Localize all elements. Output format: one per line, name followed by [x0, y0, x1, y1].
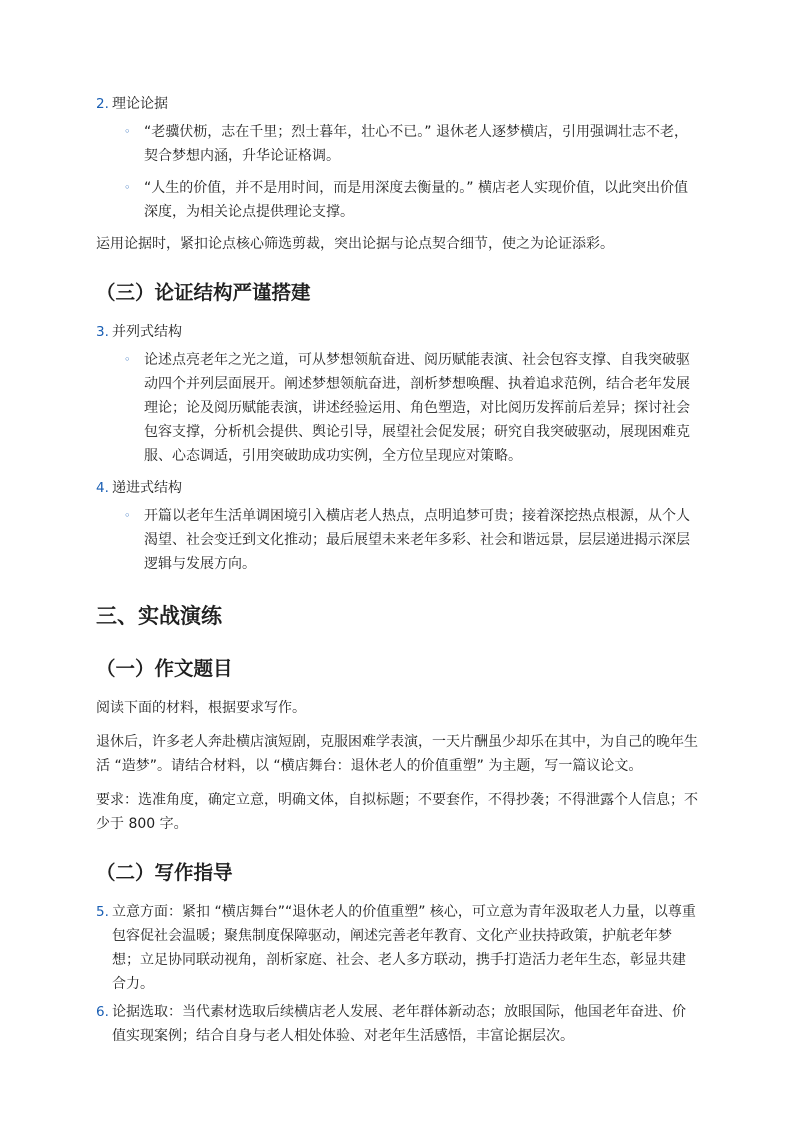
document-page	[96, 92, 698, 1052]
list-number: 5.	[96, 904, 109, 920]
bullet-item	[96, 504, 698, 576]
bullet-circle-icon: ◦	[124, 181, 131, 194]
bullet-item	[96, 348, 698, 468]
bullet-circle-icon: ◦	[124, 125, 131, 138]
list-item-label: 递进式结构	[112, 480, 182, 496]
bullet-item	[96, 176, 698, 224]
paragraph: 退休后，许多老人奔赴横店演短剧，克服困难学表演，一天片酬虽少却乐在其中，为自己的晚年生活 “造梦”。请结合材料，以 “横店舞台：退休老人的价值重塑” 为主题，写一篇议论文。	[96, 734, 698, 774]
list-number: 3.	[96, 324, 109, 340]
list-item-label: 并列式结构	[112, 324, 182, 340]
list-item-text: 立意方面：紧扣 “横店舞台”“退休老人的价值重塑” 核心，可立意为青年汲取老人力量，以尊重包容促社会温暖；聚焦制度保障驱动，阐述完善老年教育、文化产业扶持政策，护航老年梦想；立足协同联动视角，剖析家庭、社会、老人多方联动，携手打造活力老年生态，彰显共建合力。	[112, 904, 696, 992]
section-heading: （二）写作指导	[96, 861, 233, 884]
list-number: 6.	[96, 1004, 109, 1020]
list-item-parallel-structure	[96, 320, 698, 344]
list-item-theory-evidence	[96, 92, 698, 116]
bullet-circle-icon: ◦	[124, 509, 131, 522]
list-item-progressive-structure	[96, 476, 698, 500]
bullet-text: 论述点亮老年之光之道，可从梦想领航奋进、阅历赋能表演、社会包容支撑、自我突破驱动四个并列层面展开。阐述梦想领航奋进，剖析梦想唤醒、执着追求范例，结合老年发展理论；论及阅历赋能表演，讲述经验运用、角色塑造，对比阅历发挥前后差异；探讨社会包容支撑，分析机会提供、舆论引导，展望社会促发展；研究自我突破驱动，展现困难克服、心态调适，引用突破助成功实例，全方位呈现应对策略。	[144, 352, 690, 464]
bullet-item	[96, 120, 698, 168]
bullet-circle-icon: ◦	[124, 353, 131, 366]
paragraph: 要求：选准角度，确定立意，明确文体，自拟标题；不要套作，不得抄袭；不得泄露个人信息；不少于 800 字。	[96, 792, 698, 832]
list-number: 2.	[96, 96, 109, 112]
section-heading: （一）作文题目	[96, 657, 233, 680]
paragraph: 运用论据时，紧扣论点核心筛选剪裁，突出论据与论点契合细节，使之为论证添彩。	[96, 236, 614, 252]
list-item-evidence-selection	[96, 1000, 698, 1048]
list-item-label: 理论论据	[112, 96, 168, 112]
paragraph: 阅读下面的材料，根据要求写作。	[96, 700, 306, 716]
bullet-text: “老骥伏枥，志在千里；烈士暮年，壮心不已。” 退休老人逐梦横店，引用强调壮志不老，契合梦想内涵，升华论证格调。	[144, 124, 688, 164]
list-item-theme	[96, 900, 698, 996]
list-number: 4.	[96, 480, 109, 496]
bullet-text: 开篇以老年生活单调困境引入横店老人热点，点明追梦可贵；接着深挖热点根源，从个人渴望、社会变迁到文化推动；最后展望未来老年多彩、社会和谐远景，层层递进揭示深层逻辑与发展方向。	[144, 508, 690, 572]
bullet-text: “人生的价值，并不是用时间，而是用深度去衡量的。” 横店老人实现价值，以此突出价值深度，为相关论点提供理论支撑。	[144, 180, 688, 220]
section-heading: （三）论证结构严谨搭建	[96, 281, 311, 304]
chapter-heading: 三、实战演练	[96, 604, 222, 628]
list-item-text: 论据选取：当代素材选取后续横店老人发展、老年群体新动态；放眼国际，他国老年奋进、价值实现案例；结合自身与老人相处体验、对老年生活感悟，丰富论据层次。	[112, 1004, 686, 1044]
